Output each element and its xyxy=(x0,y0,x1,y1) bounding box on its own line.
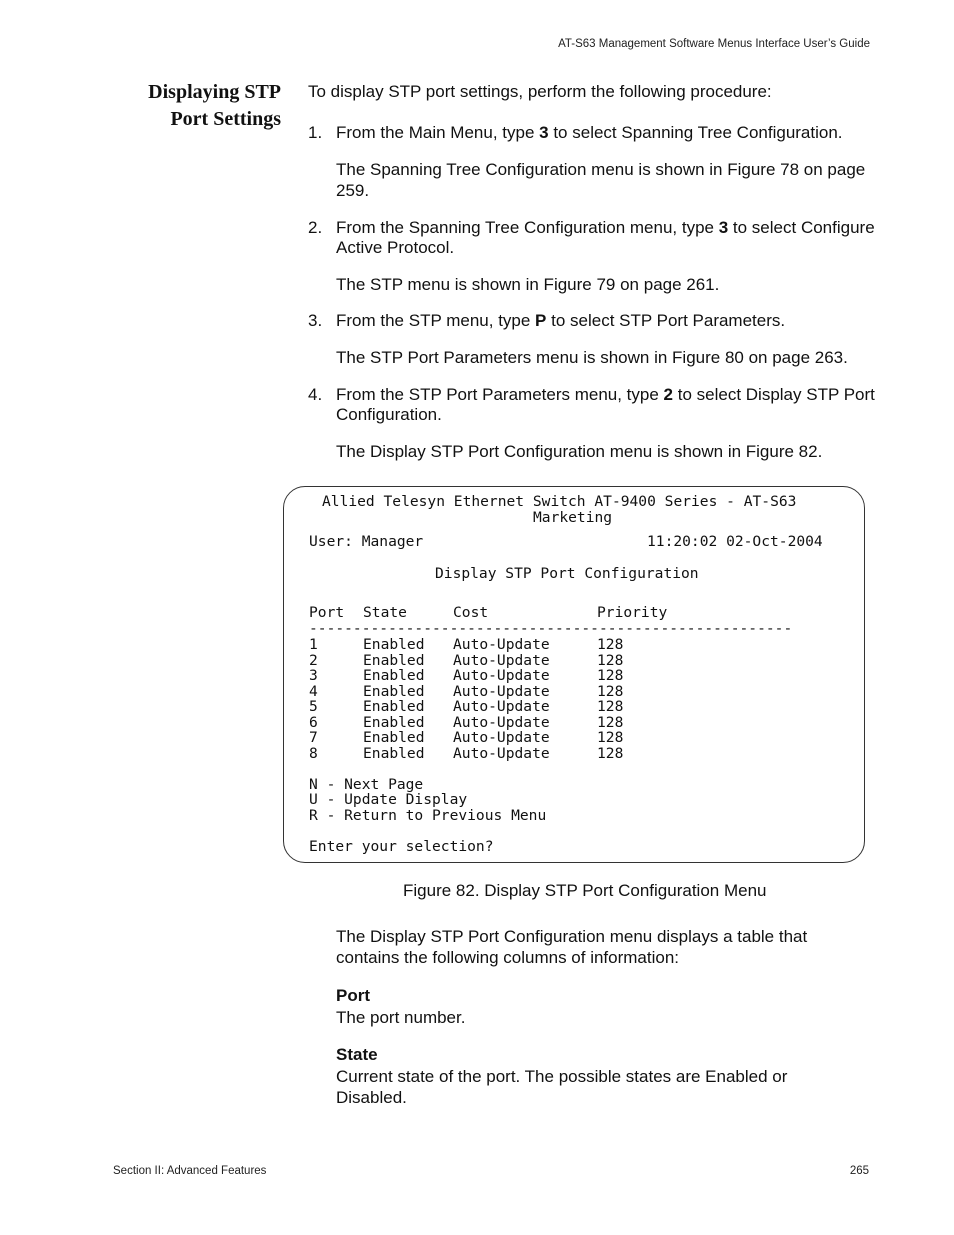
cell-state: Enabled xyxy=(363,744,425,762)
intro-paragraph: To display STP port settings, perform the following procedure: xyxy=(308,82,772,101)
cell-cost: Auto-Update xyxy=(453,744,550,762)
step-2-note: The STP menu is shown in Figure 79 on page 261. xyxy=(336,275,720,294)
cell-cost: Auto-Update xyxy=(453,729,550,746)
cell-state: Enabled xyxy=(363,636,425,653)
step-number: 2. xyxy=(308,218,323,237)
step-4 xyxy=(308,385,878,425)
terminal-subtitle: Marketing xyxy=(533,509,613,526)
terminal-title: Allied Telesyn Ethernet Switch AT-9400 Series - AT-S63 xyxy=(322,493,797,510)
step-1 xyxy=(308,123,878,143)
column-header-port: Port xyxy=(309,604,345,621)
definition-term-port: Port xyxy=(336,986,370,1005)
step-number: 4. xyxy=(308,385,323,404)
cell-state: Enabled xyxy=(363,729,425,746)
cell-state: Enabled xyxy=(363,682,425,700)
cell-priority: 128 xyxy=(597,667,624,684)
cell-priority: 128 xyxy=(597,698,624,715)
cell-state: Enabled xyxy=(363,698,425,715)
step-text: From the Main Menu, type 3 to select Spanning Tree Configuration. xyxy=(336,123,843,142)
cell-port: 6 xyxy=(309,713,318,731)
terminal-prompt: Enter your selection? xyxy=(309,838,494,855)
cell-state: Enabled xyxy=(363,713,425,731)
terminal-user: User: Manager xyxy=(309,533,424,550)
section-title-line2: Port Settings xyxy=(170,108,281,130)
definition-text-port: The port number. xyxy=(336,1008,466,1027)
running-header: AT-S63 Management Software Menus Interface User’s Guide xyxy=(558,38,870,50)
section-title-line1: Displaying STP xyxy=(148,81,281,103)
description-paragraph: The Display STP Port Configuration menu displays a table that contains the following columns of information: xyxy=(336,927,808,967)
cell-cost: Auto-Update xyxy=(453,651,550,669)
step-text: From the STP Port Parameters menu, type 2 to select Display STP Port Configuration. xyxy=(336,385,875,424)
terminal-option-next: N - Next Page xyxy=(309,776,424,793)
step-1-note: The Spanning Tree Configuration menu is shown in Figure 78 on page 259. xyxy=(336,160,866,200)
cell-priority: 128 xyxy=(597,729,624,746)
menu-key: P xyxy=(535,311,547,330)
column-header-cost: Cost xyxy=(453,604,489,621)
cell-state: Enabled xyxy=(363,667,425,684)
cell-cost: Auto-Update xyxy=(453,698,550,715)
column-header-priority: Priority xyxy=(597,604,668,621)
cell-priority: 128 xyxy=(597,682,624,700)
definition-term-state: State xyxy=(336,1045,378,1064)
step-text: From the STP menu, type P to select STP Port Parameters. xyxy=(336,311,786,330)
terminal-divider: ------------------------------------------------------- xyxy=(309,620,793,637)
step-3 xyxy=(308,311,878,331)
footer-section: Section II: Advanced Features xyxy=(113,1165,267,1177)
menu-key: 3 xyxy=(539,123,549,142)
step-3-note: The STP Port Parameters menu is shown in Figure 80 on page 263. xyxy=(336,348,848,367)
step-text: From the Spanning Tree Configuration menu, type 3 to select Configure Active Protocol. xyxy=(336,218,875,257)
step-4-note: The Display STP Port Configuration menu is shown in Figure 82. xyxy=(336,442,823,461)
step-2 xyxy=(308,218,878,258)
cell-port: 1 xyxy=(309,636,318,653)
cell-cost: Auto-Update xyxy=(453,713,550,731)
definition-text-state: Current state of the port. The possible states are Enabled or Disabled. xyxy=(336,1067,788,1107)
column-header-state: State xyxy=(363,604,407,621)
section-title xyxy=(100,79,281,133)
cell-priority: 128 xyxy=(597,636,624,653)
cell-port: 8 xyxy=(309,744,318,762)
cell-cost: Auto-Update xyxy=(453,636,550,653)
figure-caption: Figure 82. Display STP Port Configuration Menu xyxy=(403,881,767,900)
cell-cost: Auto-Update xyxy=(453,682,550,700)
terminal-option-update: U - Update Display xyxy=(309,791,468,808)
menu-key: 2 xyxy=(663,385,674,404)
terminal-screen-title: Display STP Port Configuration xyxy=(435,565,699,582)
footer-page-number: 265 xyxy=(849,1165,869,1177)
cell-priority: 128 xyxy=(597,713,624,731)
step-number: 1. xyxy=(308,123,323,142)
cell-priority: 128 xyxy=(597,744,624,762)
cell-port: 5 xyxy=(309,698,318,715)
step-number: 3. xyxy=(308,311,323,330)
terminal-clock: 11:20:02 02-Oct-2004 xyxy=(647,533,823,550)
menu-key: 3 xyxy=(718,218,729,237)
cell-cost: Auto-Update xyxy=(453,667,550,684)
cell-port: 7 xyxy=(309,729,318,746)
cell-priority: 128 xyxy=(597,651,624,669)
cell-port: 4 xyxy=(309,682,318,700)
cell-port: 3 xyxy=(309,667,318,684)
terminal-option-return: R - Return to Previous Menu xyxy=(309,807,547,824)
cell-state: Enabled xyxy=(363,651,425,669)
cell-port: 2 xyxy=(309,651,318,669)
